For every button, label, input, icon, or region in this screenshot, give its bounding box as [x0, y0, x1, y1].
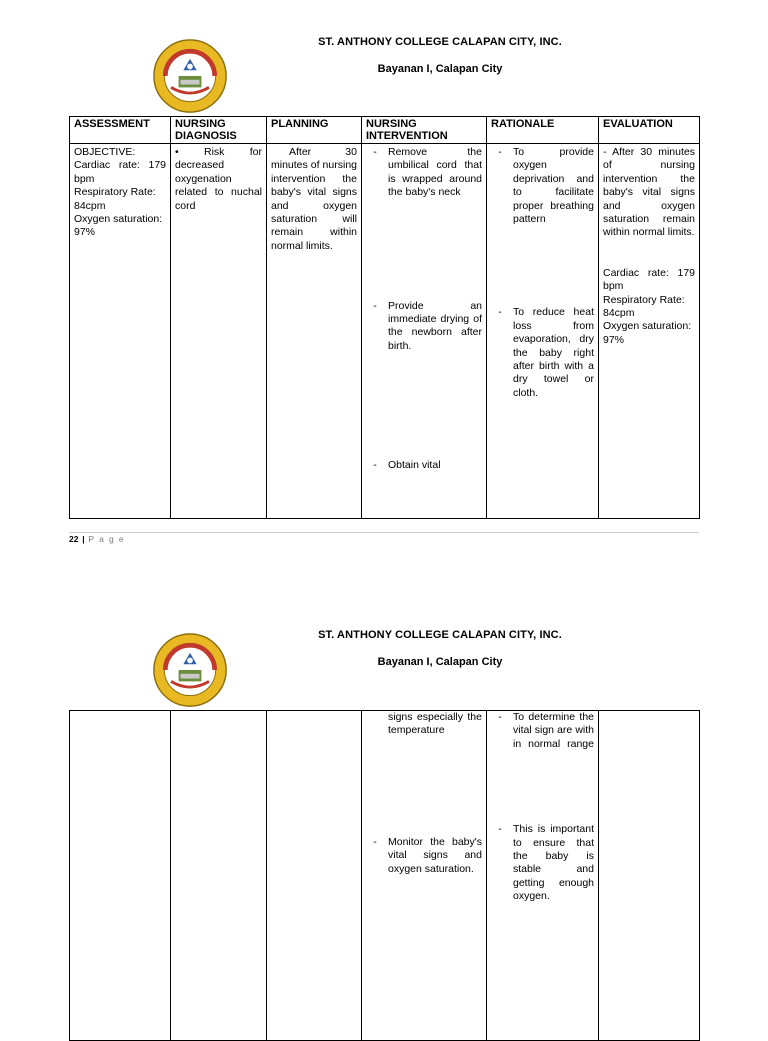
rationale-cell	[487, 711, 599, 1041]
intervention-text: Monitor the baby's vital signs and oxygen saturation.	[388, 835, 482, 875]
evaluation-value: Respiratory Rate: 84cpm	[603, 293, 685, 320]
planning-cell	[267, 144, 362, 519]
intervention-text: Obtain vital	[388, 459, 441, 472]
assessment-line: Respiratory Rate: 84cpm	[74, 186, 156, 212]
page-footer	[69, 534, 125, 544]
page-gap	[0, 548, 768, 592]
col-header-diagnosis: NURSING DIAGNOSIS	[171, 117, 267, 144]
intervention-text: Provide an immediate drying of the newborn after birth.	[388, 299, 482, 352]
rationale-item: - To reduce heat loss from evaporation, dry the baby right after birth with a dry towel or cloth.	[498, 306, 594, 399]
evaluation-cell	[599, 144, 700, 519]
rationale-item: - To provide oxygen deprivation and to facilitate proper breathing pattern	[498, 146, 594, 226]
evaluation-text: - After 30 minutes of nursing intervention the baby's vital signs and oxygen saturation remain within normal limits.	[603, 146, 695, 239]
college-address: Bayanan I, Calapan City	[377, 656, 503, 668]
intervention-item: - Remove the umbilical cord that is wrapped around the baby's neck	[373, 146, 482, 199]
intervention-item: - Obtain vital	[362, 459, 482, 472]
rationale-text: To determine the vital sign are with in normal range	[513, 711, 594, 750]
evaluation-value: Cardiac rate: 179 bpm	[603, 266, 695, 293]
rationale-text: This is important to ensure that the baby is stable and getting enough oxygen.	[513, 823, 594, 903]
col-header-assessment: ASSESSMENT	[70, 117, 171, 144]
rationale-text: To reduce heat loss from evaporation, dry the baby right after birth with a dry towel or cloth.	[513, 306, 594, 399]
col-header-intervention: NURSING INTERVENTION	[362, 117, 487, 144]
assessment-line: OBJECTIVE:	[74, 146, 136, 158]
col-header-evaluation: EVALUATION	[599, 117, 700, 144]
footer-rule	[69, 532, 699, 533]
evaluation-value: Oxygen saturation: 97%	[603, 320, 692, 346]
diagnosis-cell: • Risk for decreased oxygenation related to nuchal cord	[171, 144, 267, 519]
assessment-cell	[70, 711, 171, 1041]
table-row	[70, 711, 700, 1041]
rationale-item: - To determine the vital sign are with in normal range	[498, 711, 594, 750]
diagnosis-cell	[171, 711, 267, 1041]
college-seal-logo	[152, 632, 228, 708]
nursing-care-plan-table-continued	[69, 710, 700, 1041]
evaluation-cell	[599, 711, 700, 1041]
rationale-text: To provide oxygen deprivation and to facilitate proper breathing pattern	[513, 146, 594, 226]
col-header-planning: PLANNING	[267, 117, 362, 144]
table-header-row	[70, 117, 700, 144]
rationale-item: - This is important to ensure that the baby is stable and getting enough oxygen.	[498, 823, 594, 903]
planning-cell	[267, 711, 362, 1041]
intervention-text: signs especially the temperature	[388, 711, 482, 737]
rationale-cell	[487, 144, 599, 519]
assessment-cell	[70, 144, 171, 519]
intervention-item	[362, 711, 482, 738]
page-word: P a g e	[88, 534, 125, 544]
col-header-rationale: RATIONALE	[487, 117, 599, 144]
assessment-line: Oxygen saturation: 97%	[74, 213, 163, 239]
document-page-2	[0, 592, 768, 1024]
page-separator: |	[82, 534, 85, 544]
intervention-cell	[362, 711, 487, 1041]
intervention-item: - Monitor the baby's vital signs and oxygen saturation.	[373, 835, 482, 875]
planning-text: After 30 minutes of nursing intervention the baby's vital signs and oxygen saturation will remain within normal limits.	[271, 146, 357, 252]
college-name: ST. ANTHONY COLLEGE CALAPAN CITY, INC.	[318, 36, 562, 48]
nursing-care-plan-table	[69, 116, 700, 519]
page-number: 22	[69, 534, 79, 544]
college-address: Bayanan I, Calapan City	[377, 63, 503, 75]
table-row	[70, 144, 700, 519]
college-name: ST. ANTHONY COLLEGE CALAPAN CITY, INC.	[318, 629, 562, 641]
intervention-item: - Provide an immediate drying of the newborn after birth.	[373, 299, 482, 352]
assessment-line: Cardiac rate: 179 bpm	[74, 159, 166, 185]
college-seal-logo	[152, 38, 228, 114]
intervention-cell	[362, 144, 487, 519]
intervention-text: Remove the umbilical cord that is wrapped around the baby's neck	[388, 146, 482, 199]
